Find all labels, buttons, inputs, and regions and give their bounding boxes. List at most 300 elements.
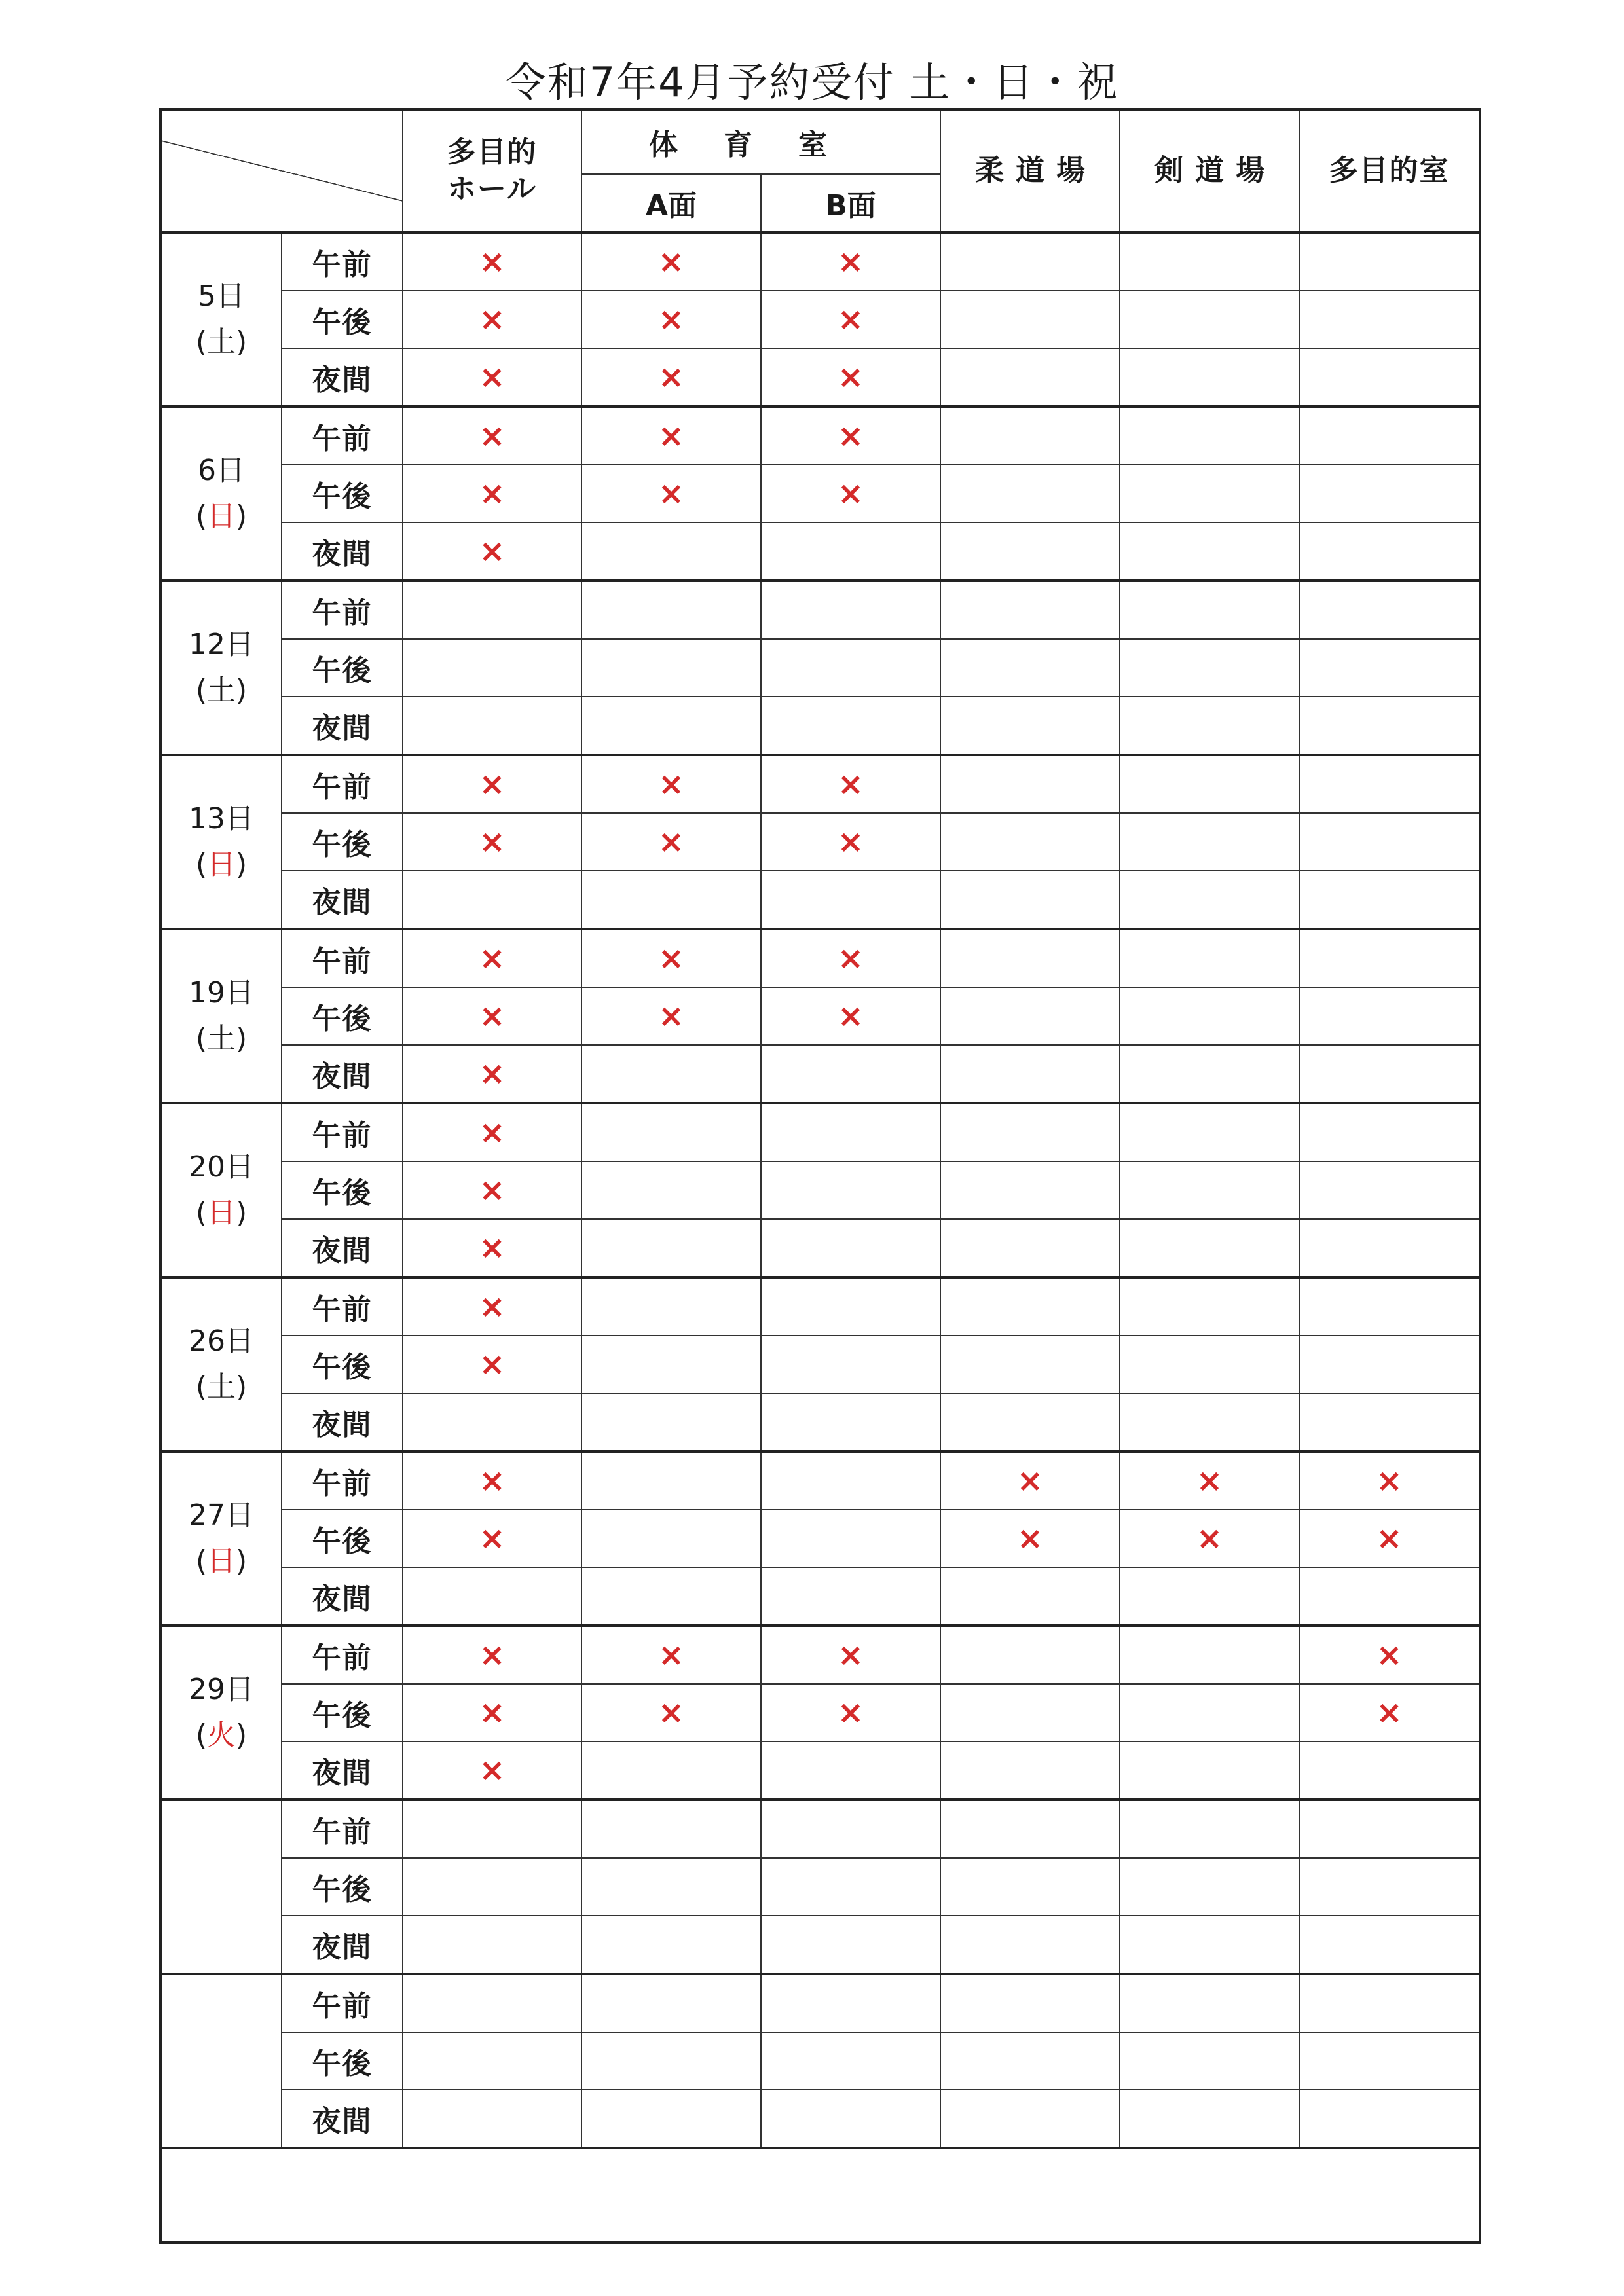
slot-label: 午後 — [282, 639, 403, 697]
cell-multi_room — [1299, 1336, 1480, 1393]
cell-gym_a — [581, 697, 761, 755]
cell-judo — [940, 1510, 1120, 1567]
cell-gym_b — [761, 871, 940, 929]
cell-gym_a — [581, 1219, 761, 1277]
cell-judo — [940, 1219, 1120, 1277]
booked-mark: × — [479, 940, 506, 977]
cell-multi_room — [1299, 581, 1480, 639]
booked-mark: × — [1376, 1694, 1403, 1731]
table-row — [160, 1336, 1480, 1393]
cell-judo — [940, 1277, 1120, 1336]
table-row — [160, 2090, 1480, 2148]
table-row — [160, 1626, 1480, 1684]
cell-hall — [403, 1684, 581, 1741]
weekday-label: 日 — [207, 1544, 236, 1578]
cell-gym_b — [761, 987, 940, 1045]
day-cell — [160, 929, 282, 1103]
cell-hall — [403, 465, 581, 522]
header-multi-room: 多目的室 — [1299, 109, 1480, 232]
cell-judo — [940, 639, 1120, 697]
cell-hall — [403, 1103, 581, 1161]
cell-gym_b — [761, 1161, 940, 1219]
booked-mark: × — [837, 940, 864, 977]
booked-mark: × — [837, 359, 864, 395]
cell-multi_room — [1299, 1393, 1480, 1451]
cell-gym_b — [761, 1045, 940, 1103]
header-gym-a: A面 — [581, 174, 761, 232]
table-row — [160, 2032, 1480, 2090]
slot-label: 午後 — [282, 1684, 403, 1741]
slot-label: 夜間 — [282, 1219, 403, 1277]
booked-mark: × — [479, 1752, 506, 1789]
day-date: 6日 — [198, 454, 245, 487]
day-weekday: (日) — [195, 848, 248, 881]
cell-multi_room — [1299, 1451, 1480, 1510]
cell-gym_a — [581, 639, 761, 697]
cell-judo — [940, 1858, 1120, 1916]
day-weekday: (土) — [195, 674, 248, 707]
cell-gym_b — [761, 1336, 940, 1393]
day-weekday: (火) — [195, 1719, 248, 1752]
slot-label: 夜間 — [282, 871, 403, 929]
cell-gym_b — [761, 1626, 940, 1684]
cell-multi_room — [1299, 1684, 1480, 1741]
cell-multi_room — [1299, 929, 1480, 987]
cell-judo — [940, 2090, 1120, 2148]
cell-kendo — [1120, 1161, 1299, 1219]
cell-gym_a — [581, 232, 761, 291]
cell-judo — [940, 755, 1120, 813]
header-gym-b: B面 — [761, 174, 940, 232]
cell-kendo — [1120, 1045, 1299, 1103]
cell-gym_b — [761, 639, 940, 697]
table-row — [160, 465, 1480, 522]
booked-mark: × — [479, 359, 506, 395]
booked-mark: × — [479, 1463, 506, 1499]
table-row — [160, 1974, 1480, 2032]
slot-label: 午後 — [282, 465, 403, 522]
header-hall-line2: ホール — [447, 172, 538, 206]
cell-kendo — [1120, 1277, 1299, 1336]
day-weekday: (土) — [195, 1370, 248, 1404]
booked-mark: × — [1196, 1463, 1223, 1499]
cell-multi_room — [1299, 639, 1480, 697]
cell-gym_a — [581, 348, 761, 407]
day-date: 19日 — [189, 976, 254, 1010]
cell-judo — [940, 1103, 1120, 1161]
booked-mark: × — [837, 766, 864, 803]
cell-judo — [940, 1916, 1120, 1974]
cell-multi_room — [1299, 291, 1480, 348]
cell-hall — [403, 1567, 581, 1626]
cell-judo — [940, 2032, 1120, 2090]
slot-label: 午後 — [282, 2032, 403, 2090]
slot-label: 午前 — [282, 407, 403, 465]
booked-mark: × — [1376, 1520, 1403, 1557]
booked-mark: × — [479, 533, 506, 570]
cell-gym_a — [581, 407, 761, 465]
cell-hall — [403, 1161, 581, 1219]
cell-judo — [940, 1336, 1120, 1393]
cell-multi_room — [1299, 871, 1480, 929]
cell-gym_a — [581, 1858, 761, 1916]
cell-hall — [403, 755, 581, 813]
table-row — [160, 348, 1480, 407]
cell-multi_room — [1299, 522, 1480, 581]
booked-mark: × — [479, 1694, 506, 1731]
cell-kendo — [1120, 465, 1299, 522]
page-title: 令和7年4月予約受付 土・日・祝 — [505, 58, 1119, 106]
cell-kendo — [1120, 929, 1299, 987]
cell-judo — [940, 1741, 1120, 1800]
reservation-table — [159, 108, 1481, 2244]
cell-multi_room — [1299, 1219, 1480, 1277]
table-row — [160, 1684, 1480, 1741]
cell-gym_a — [581, 1567, 761, 1626]
cell-hall — [403, 1974, 581, 2032]
cell-gym_a — [581, 1103, 761, 1161]
cell-kendo — [1120, 987, 1299, 1045]
cell-gym_a — [581, 291, 761, 348]
cell-gym_b — [761, 1800, 940, 1858]
cell-judo — [940, 348, 1120, 407]
table-row — [160, 987, 1480, 1045]
cell-gym_a — [581, 1451, 761, 1510]
cell-kendo — [1120, 232, 1299, 291]
booked-mark: × — [479, 1520, 506, 1557]
weekday-label: 土 — [207, 1370, 236, 1404]
cell-gym_a — [581, 871, 761, 929]
cell-judo — [940, 1451, 1120, 1510]
cell-gym_b — [761, 291, 940, 348]
day-cell — [160, 1103, 282, 1277]
day-cell — [160, 1451, 282, 1626]
weekday-label: 日 — [207, 1196, 236, 1230]
slot-label: 夜間 — [282, 1741, 403, 1800]
booked-mark: × — [837, 301, 864, 338]
table-row — [160, 1741, 1480, 1800]
slot-label: 夜間 — [282, 1567, 403, 1626]
cell-gym_b — [761, 522, 940, 581]
cell-hall — [403, 1626, 581, 1684]
cell-multi_room — [1299, 987, 1480, 1045]
table-row — [160, 697, 1480, 755]
cell-gym_b — [761, 1974, 940, 2032]
cell-multi_room — [1299, 1741, 1480, 1800]
cell-gym_a — [581, 987, 761, 1045]
cell-judo — [940, 1626, 1120, 1684]
table-row — [160, 639, 1480, 697]
day-weekday: (土) — [195, 325, 248, 359]
booked-mark: × — [837, 824, 864, 860]
cell-multi_room — [1299, 1510, 1480, 1567]
booked-mark: × — [479, 244, 506, 280]
table-row — [160, 522, 1480, 581]
cell-judo — [940, 929, 1120, 987]
cell-kendo — [1120, 813, 1299, 871]
slot-label: 夜間 — [282, 2090, 403, 2148]
weekday-label: 土 — [207, 1022, 236, 1055]
cell-multi_room — [1299, 465, 1480, 522]
cell-hall — [403, 1916, 581, 1974]
header-hall-line1: 多目的 — [447, 136, 538, 169]
cell-kendo — [1120, 1451, 1299, 1510]
weekday-label: 日 — [207, 848, 236, 881]
cell-gym_b — [761, 1510, 940, 1567]
table-row — [160, 581, 1480, 639]
slot-label: 夜間 — [282, 348, 403, 407]
day-weekday: (日) — [195, 500, 248, 533]
cell-judo — [940, 407, 1120, 465]
slot-label: 午後 — [282, 1858, 403, 1916]
notes-row — [160, 2148, 1480, 2242]
cell-multi_room — [1299, 2032, 1480, 2090]
cell-gym_b — [761, 1103, 940, 1161]
slot-label: 午前 — [282, 581, 403, 639]
booked-mark: × — [479, 824, 506, 860]
cell-judo — [940, 1393, 1120, 1451]
day-cell — [160, 407, 282, 581]
cell-gym_a — [581, 465, 761, 522]
booked-mark: × — [657, 940, 685, 977]
table-row — [160, 929, 1480, 987]
weekday-label: 土 — [207, 674, 236, 707]
booked-mark: × — [657, 766, 685, 803]
cell-judo — [940, 1974, 1120, 2032]
cell-kendo — [1120, 639, 1299, 697]
booked-mark: × — [657, 1637, 685, 1673]
cell-judo — [940, 987, 1120, 1045]
cell-gym_a — [581, 1277, 761, 1336]
table-row — [160, 1567, 1480, 1626]
notes-cell — [160, 2148, 1480, 2242]
cell-gym_a — [581, 1045, 761, 1103]
table-row — [160, 1916, 1480, 1974]
cell-multi_room — [1299, 1567, 1480, 1626]
booked-mark: × — [657, 998, 685, 1034]
day-cell — [160, 1974, 282, 2148]
cell-gym_b — [761, 1451, 940, 1510]
booked-mark: × — [657, 475, 685, 512]
slot-label: 午前 — [282, 232, 403, 291]
cell-hall — [403, 1219, 581, 1277]
cell-judo — [940, 581, 1120, 639]
cell-gym_b — [761, 1393, 940, 1451]
booked-mark: × — [479, 998, 506, 1034]
cell-gym_b — [761, 1916, 940, 1974]
cell-kendo — [1120, 755, 1299, 813]
slot-label: 午前 — [282, 755, 403, 813]
cell-gym_b — [761, 1277, 940, 1336]
cell-multi_room — [1299, 1626, 1480, 1684]
booked-mark: × — [479, 1637, 506, 1673]
cell-gym_b — [761, 465, 940, 522]
table-row — [160, 755, 1480, 813]
cell-hall — [403, 813, 581, 871]
table-row — [160, 1219, 1480, 1277]
cell-hall — [403, 232, 581, 291]
cell-judo — [940, 1161, 1120, 1219]
cell-gym_a — [581, 522, 761, 581]
cell-gym_a — [581, 1741, 761, 1800]
day-weekday: (日) — [195, 1196, 248, 1230]
booked-mark: × — [837, 1694, 864, 1731]
cell-hall — [403, 1045, 581, 1103]
booked-mark: × — [1376, 1637, 1403, 1673]
day-date: 20日 — [189, 1150, 254, 1184]
cell-gym_b — [761, 1219, 940, 1277]
header-hall — [403, 109, 581, 232]
cell-gym_a — [581, 581, 761, 639]
cell-kendo — [1120, 1336, 1299, 1393]
cell-multi_room — [1299, 755, 1480, 813]
table-row — [160, 1277, 1480, 1336]
cell-gym_a — [581, 1800, 761, 1858]
day-cell — [160, 232, 282, 407]
cell-kendo — [1120, 1510, 1299, 1567]
booked-mark: × — [479, 1172, 506, 1209]
cell-hall — [403, 697, 581, 755]
cell-multi_room — [1299, 1161, 1480, 1219]
weekday-label: 土 — [207, 325, 236, 359]
cell-multi_room — [1299, 1800, 1480, 1858]
table-row — [160, 1800, 1480, 1858]
booked-mark: × — [479, 1288, 506, 1325]
cell-multi_room — [1299, 232, 1480, 291]
table-row — [160, 1161, 1480, 1219]
cell-hall — [403, 987, 581, 1045]
header-judo: 柔道場 — [940, 109, 1120, 232]
weekday-label: 火 — [207, 1719, 236, 1752]
cell-gym_b — [761, 407, 940, 465]
slot-label: 午前 — [282, 1103, 403, 1161]
cell-multi_room — [1299, 407, 1480, 465]
cell-judo — [940, 1800, 1120, 1858]
cell-gym_b — [761, 2032, 940, 2090]
cell-judo — [940, 1684, 1120, 1741]
cell-gym_a — [581, 755, 761, 813]
cell-kendo — [1120, 697, 1299, 755]
booked-mark: × — [479, 301, 506, 338]
slot-label: 夜間 — [282, 1045, 403, 1103]
booked-mark: × — [1196, 1520, 1223, 1557]
booked-mark: × — [479, 1230, 506, 1266]
cell-judo — [940, 291, 1120, 348]
cell-kendo — [1120, 1974, 1299, 2032]
day-date: 13日 — [189, 802, 254, 835]
cell-hall — [403, 2090, 581, 2148]
cell-gym_a — [581, 1336, 761, 1393]
table-row — [160, 1103, 1480, 1161]
booked-mark: × — [479, 475, 506, 512]
cell-hall — [403, 639, 581, 697]
cell-gym_a — [581, 1510, 761, 1567]
cell-kendo — [1120, 522, 1299, 581]
cell-kendo — [1120, 1393, 1299, 1451]
day-cell — [160, 581, 282, 755]
booked-mark: × — [657, 359, 685, 395]
day-weekday: (日) — [195, 1544, 248, 1578]
slot-label: 午後 — [282, 1510, 403, 1567]
cell-gym_b — [761, 581, 940, 639]
booked-mark: × — [837, 475, 864, 512]
booked-mark: × — [479, 766, 506, 803]
slot-label: 夜間 — [282, 522, 403, 581]
day-cell — [160, 1800, 282, 1974]
cell-multi_room — [1299, 697, 1480, 755]
cell-judo — [940, 813, 1120, 871]
cell-gym_b — [761, 232, 940, 291]
cell-multi_room — [1299, 1974, 1480, 2032]
cell-gym_b — [761, 2090, 940, 2148]
table-row — [160, 1045, 1480, 1103]
cell-gym_a — [581, 813, 761, 871]
table-row — [160, 232, 1480, 291]
booked-mark: × — [837, 418, 864, 454]
booked-mark: × — [479, 1346, 506, 1383]
slot-label: 夜間 — [282, 1916, 403, 1974]
table-row — [160, 291, 1480, 348]
cell-kendo — [1120, 1858, 1299, 1916]
cell-kendo — [1120, 1741, 1299, 1800]
cell-hall — [403, 1336, 581, 1393]
cell-hall — [403, 348, 581, 407]
booked-mark: × — [837, 998, 864, 1034]
cell-hall — [403, 291, 581, 348]
cell-hall — [403, 1858, 581, 1916]
cell-kendo — [1120, 871, 1299, 929]
cell-multi_room — [1299, 348, 1480, 407]
cell-gym_b — [761, 1684, 940, 1741]
cell-multi_room — [1299, 1858, 1480, 1916]
cell-gym_a — [581, 1916, 761, 1974]
cell-gym_b — [761, 348, 940, 407]
cell-judo — [940, 1045, 1120, 1103]
cell-hall — [403, 407, 581, 465]
cell-hall — [403, 522, 581, 581]
slot-label: 夜間 — [282, 697, 403, 755]
booked-mark: × — [657, 1694, 685, 1731]
booked-mark: × — [657, 301, 685, 338]
day-weekday: (土) — [195, 1022, 248, 1055]
cell-gym_a — [581, 1974, 761, 2032]
cell-gym_a — [581, 929, 761, 987]
booked-mark: × — [479, 1055, 506, 1092]
day-date: 26日 — [189, 1324, 254, 1358]
table-row — [160, 1858, 1480, 1916]
cell-judo — [940, 871, 1120, 929]
cell-kendo — [1120, 1800, 1299, 1858]
cell-gym_a — [581, 1393, 761, 1451]
cell-gym_a — [581, 1161, 761, 1219]
slot-label: 午前 — [282, 929, 403, 987]
header-corner-cell — [160, 109, 403, 232]
table-row — [160, 407, 1480, 465]
table-row — [160, 1451, 1480, 1510]
cell-gym_a — [581, 2090, 761, 2148]
day-date: 12日 — [189, 628, 254, 661]
day-cell — [160, 1277, 282, 1451]
cell-kendo — [1120, 407, 1299, 465]
booked-mark: × — [657, 244, 685, 280]
header-kendo: 剣道場 — [1120, 109, 1299, 232]
cell-kendo — [1120, 1684, 1299, 1741]
day-date: 29日 — [189, 1673, 254, 1706]
cell-kendo — [1120, 1219, 1299, 1277]
cell-gym_b — [761, 929, 940, 987]
cell-kendo — [1120, 1916, 1299, 1974]
cell-multi_room — [1299, 1103, 1480, 1161]
